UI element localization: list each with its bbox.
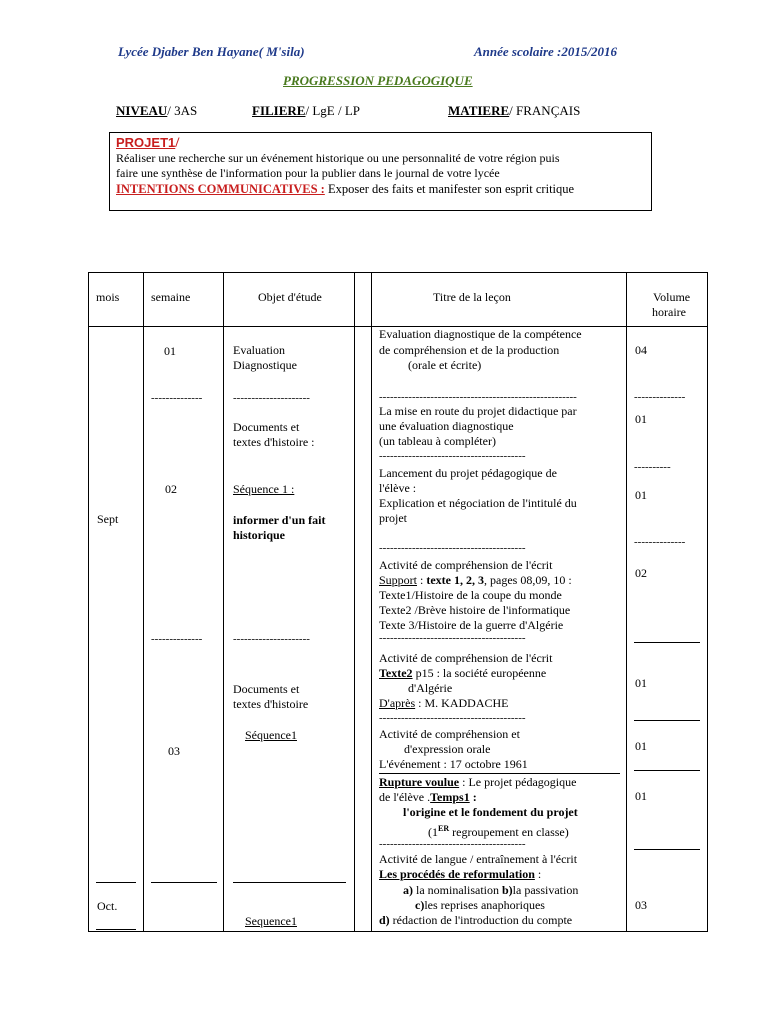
- volume-01b: 01: [635, 488, 647, 502]
- col-border-1: [143, 272, 144, 932]
- titre-r2-l1: La mise en route du projet didactique par: [379, 404, 577, 418]
- titre-r6-l1: Activité de compréhension et: [379, 727, 520, 741]
- titre-r3-l4: projet: [379, 511, 407, 525]
- projet-intentions: [116, 182, 574, 197]
- objet-rule: [233, 882, 346, 883]
- titre-r3-l2: l'élève :: [379, 481, 417, 495]
- matiere-value: / FRANÇAIS: [509, 103, 581, 118]
- titre-r4-l5: Texte 3/Histoire de la guerre d'Algérie: [379, 618, 564, 632]
- volume-04: 04: [635, 343, 647, 357]
- titre-r8-a: a): [403, 883, 413, 897]
- intentions-label: INTENTIONS COMMUNICATIVES :: [116, 182, 325, 196]
- projet-label: PROJET1: [116, 135, 176, 150]
- titre-r7-l4b: regroupement en classe): [449, 825, 569, 839]
- mois-sept: Sept: [97, 512, 119, 526]
- titre-r8-l1: Activité de langue / entraînement à l'écrit: [379, 852, 578, 866]
- titre-r8-l3: [403, 883, 578, 898]
- header-objet: Objet d'étude: [258, 290, 322, 304]
- titre-r8-d: d): [379, 913, 390, 927]
- objet-eval-l1: Evaluation: [233, 343, 285, 357]
- projet-line1: Réaliser une recherche sur un événement historique ou une personnalité de votre région puis: [116, 151, 560, 165]
- semaine-01: 01: [164, 344, 176, 358]
- titre-r2-l3: (un tableau à compléter): [379, 434, 496, 448]
- titre-r7-rupture: Rupture voulue: [379, 775, 460, 789]
- titre-r8-c: c): [415, 898, 425, 912]
- volume-rule-1: [634, 642, 700, 643]
- objet-dash-2: ---------------------: [233, 633, 310, 645]
- titre-r4-l2: [379, 573, 572, 588]
- volume-02: 02: [635, 566, 647, 580]
- header-mois: mois: [96, 290, 120, 304]
- volume-01e: 01: [635, 789, 647, 803]
- volume-01c: 01: [635, 676, 647, 690]
- titre-r4-pages: , pages 08,09, 10 :: [484, 573, 572, 587]
- volume-rule-4: [634, 849, 700, 850]
- titre-dash-3: ----------------------------------------: [379, 542, 526, 554]
- school-name: Lycée Djaber Ben Hayane( M'sila): [118, 44, 305, 59]
- header-titre: Titre de la leçon: [433, 290, 511, 304]
- col-border-4: [371, 272, 372, 932]
- titre-rule-6: [379, 773, 620, 774]
- titre-r1-l1: Evaluation diagnostique de la compétence: [379, 327, 582, 341]
- titre-r4-l3: Texte1/Histoire de la coupe du monde: [379, 588, 562, 602]
- objet-docs2-l2: textes d'histoire: [233, 697, 309, 711]
- objet-docs1-l2: textes d'histoire :: [233, 435, 315, 449]
- col-border-6: [707, 272, 708, 932]
- col-border-0: [88, 272, 89, 932]
- semaine-dash-1: --------------: [151, 392, 203, 404]
- mois-rule-2: [96, 929, 136, 930]
- titre-r8-l2: [379, 867, 541, 882]
- titre-r4-l4: Texte2 /Brève histoire de l'informatique: [379, 603, 571, 617]
- titre-r8-c-text: les reprises anaphoriques: [424, 898, 545, 912]
- objet-sequence1: Séquence 1 :: [233, 482, 295, 496]
- col-border-2: [223, 272, 224, 932]
- titre-r7-l2a: de l'élève .: [379, 790, 431, 804]
- titre-r4-textes: texte 1, 2, 3: [426, 573, 485, 587]
- titre-r4-sep: :: [417, 573, 427, 587]
- titre-r5-dapres: D'après: [379, 696, 416, 710]
- titre-r1-l3: (orale et écrite): [408, 358, 482, 372]
- semaine-02: 02: [165, 482, 177, 496]
- titre-r5-l2: [379, 666, 546, 681]
- titre-r4-support: Support: [379, 573, 418, 587]
- titre-r5-texte2: Texte2: [379, 666, 413, 680]
- titre-r7-l1: [379, 775, 576, 790]
- titre-r7-l2: [379, 790, 477, 805]
- volume-01d: 01: [635, 739, 647, 753]
- volume-03: 03: [635, 898, 647, 912]
- projet-slash: /: [175, 135, 180, 151]
- titre-r8-l5: [379, 913, 572, 928]
- titre-r7-sup: ER: [438, 824, 450, 833]
- projet-box: [109, 132, 652, 211]
- titre-r5-author: : M. KADDACHE: [415, 696, 509, 710]
- col-border-3: [354, 272, 355, 932]
- projet-title: [116, 135, 179, 152]
- titre-r8-d-text: rédaction de l'introduction du compte: [389, 913, 573, 927]
- volume-dash-2: ----------: [634, 461, 671, 473]
- titre-dash-2: ----------------------------------------: [379, 450, 526, 462]
- matiere: [448, 103, 580, 119]
- titre-r6-l2: d'expression orale: [404, 742, 491, 756]
- objet-docs1-l1: Documents et: [233, 420, 300, 434]
- niveau: [116, 103, 197, 119]
- titre-r7-colon: :: [469, 790, 477, 804]
- volume-dash-1: --------------: [634, 391, 686, 403]
- titre-r6-l3: L'événement : 17 octobre 1961: [379, 757, 528, 771]
- volume-01a: 01: [635, 412, 647, 426]
- filiere-value: / LgE / LP: [305, 103, 360, 118]
- semaine-03: 03: [168, 744, 180, 758]
- matiere-label: MATIERE: [448, 103, 510, 118]
- titre-r8-a-text: la nominalisation: [413, 883, 502, 897]
- titre-r4-l1: Activité de compréhension de l'écrit: [379, 558, 553, 572]
- titre-r5-l4: [379, 696, 509, 711]
- semaine-dash-2: --------------: [151, 633, 203, 645]
- titre-r7-l3: l'origine et le fondement du projet: [403, 805, 578, 819]
- objet-sequence1b: Séquence1: [245, 728, 297, 742]
- titre-dash-1: ------------------------------------------------------: [379, 391, 577, 403]
- volume-dash-3: --------------: [634, 536, 686, 548]
- header-volume-l1: Volume: [653, 290, 691, 304]
- titre-dash-4: ----------------------------------------: [379, 632, 526, 644]
- titre-r5-l1: Activité de compréhension de l'écrit: [379, 651, 553, 665]
- objet-dash-1: ---------------------: [233, 392, 310, 404]
- page-title: PROGRESSION PEDAGOGIQUE: [283, 73, 473, 88]
- niveau-value: / 3AS: [167, 103, 198, 118]
- titre-r3-l3: Explication et négociation de l'intitulé du: [379, 496, 577, 510]
- titre-r8-b: b): [502, 883, 513, 897]
- objet-eval-l2: Diagnostique: [233, 358, 297, 372]
- table-bottom-border: [88, 931, 708, 932]
- objet-informer-l2: historique: [233, 528, 286, 542]
- mois-rule-1: [96, 882, 136, 883]
- table-top-border: [88, 272, 708, 273]
- titre-dash-7: ----------------------------------------: [379, 838, 526, 850]
- objet-docs2-l1: Documents et: [233, 682, 300, 696]
- volume-rule-2: [634, 720, 700, 721]
- semaine-rule: [151, 882, 217, 883]
- titre-r7-l4a: (1: [428, 825, 438, 839]
- titre-r2-l2: une évaluation diagnostique: [379, 419, 514, 433]
- titre-dash-5: ----------------------------------------: [379, 712, 526, 724]
- titre-r5-l3: d'Algérie: [408, 681, 453, 695]
- intentions-text: Exposer des faits et manifester son esprit critique: [324, 182, 575, 196]
- titre-r7-rest: : Le projet pédagogique: [459, 775, 577, 789]
- titre-r3-l1: Lancement du projet pédagogique de: [379, 466, 557, 480]
- volume-rule-3: [634, 770, 700, 771]
- projet-line2: faire une synthèse de l'information pour la publier dans le journal de votre lycée: [116, 166, 500, 180]
- filiere: [252, 103, 360, 119]
- header-volume-l2: horaire: [652, 305, 686, 319]
- titre-r7-temps: Temps1: [430, 790, 470, 804]
- titre-r8-colon: :: [534, 867, 542, 881]
- mois-oct: Oct.: [97, 899, 118, 913]
- header-semaine: semaine: [151, 290, 191, 304]
- niveau-label: NIVEAU: [116, 103, 168, 118]
- school-year: Année scolaire :2015/2016: [474, 44, 617, 59]
- titre-r8-heading: Les procédés de reformulation: [379, 867, 535, 881]
- filiere-label: FILIERE: [252, 103, 306, 118]
- col-border-5: [626, 272, 627, 932]
- titre-r1-l2: de compréhension et de la production: [379, 343, 560, 357]
- objet-informer-l1: informer d'un fait: [233, 513, 326, 527]
- titre-r8-l4: [403, 898, 545, 913]
- titre-r5-rest: p15 : la société européenne: [412, 666, 547, 680]
- objet-sequence1c: Sequence1: [245, 914, 297, 928]
- titre-r8-b-text: la passivation: [512, 883, 579, 897]
